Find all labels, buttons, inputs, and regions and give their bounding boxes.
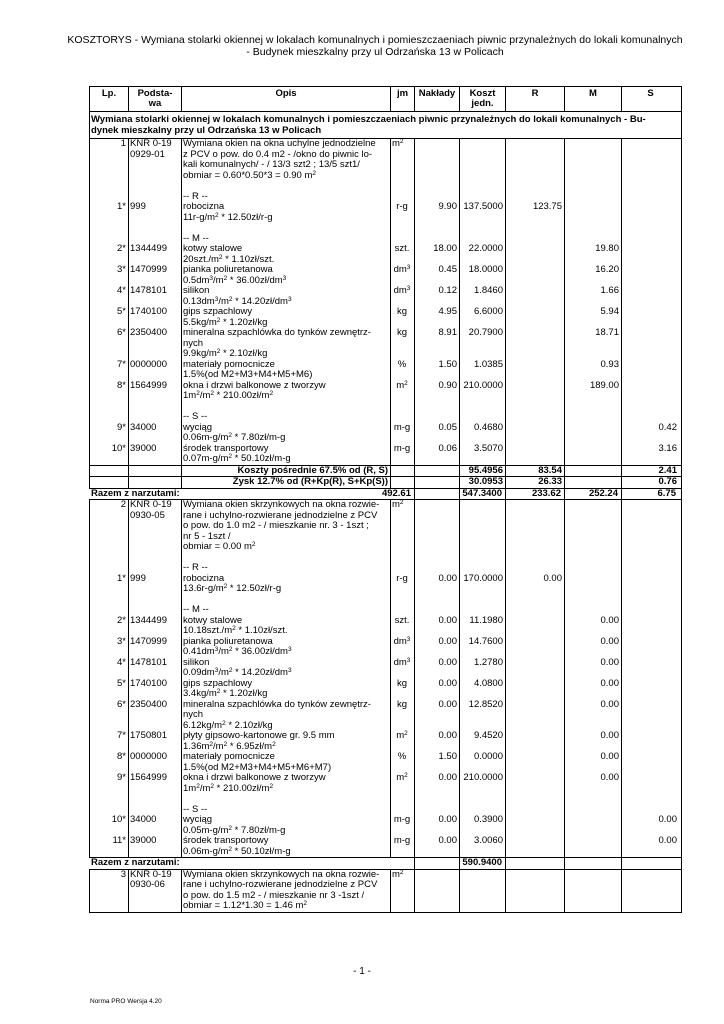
- row-number: 2*: [117, 243, 126, 254]
- row-m: 0.00: [600, 614, 619, 626]
- row-s: [621, 563, 679, 595]
- row-number: 7*: [117, 730, 126, 741]
- row-code: 34000: [130, 814, 157, 825]
- position-block: [90, 870, 681, 913]
- position-basis: KNR 0-19 0930-06: [130, 868, 172, 890]
- row-naklady: 0.45: [438, 264, 457, 275]
- table-row: [90, 605, 681, 637]
- total-with-markups-row: [90, 858, 681, 870]
- row-description: -- R -- robocizna $13.6r-g/m^2$ * 12.50zł/r-g: [183, 562, 282, 594]
- total-koszt: 590.9400: [462, 857, 502, 868]
- total-m: [563, 858, 620, 869]
- row-code: 34000: [130, 421, 157, 433]
- sum-m: [564, 477, 621, 488]
- row-naklady: 0.00: [438, 772, 457, 783]
- row-koszt: 1.8460: [473, 285, 503, 296]
- empty-cell: [505, 500, 564, 553]
- row-r: [505, 234, 564, 266]
- row-naklady: 0.00: [438, 614, 457, 626]
- sum-m: [564, 466, 621, 477]
- row-m: 189.00: [589, 379, 619, 391]
- row-naklady: 0.00: [438, 698, 457, 710]
- empty-cell: [414, 139, 459, 181]
- empty-cell: [564, 870, 621, 912]
- row-number: 9*: [117, 421, 126, 433]
- cost-estimate-table: [89, 86, 682, 913]
- row-unit: %: [397, 358, 407, 370]
- row-s: [621, 605, 679, 637]
- row-m: [564, 192, 621, 224]
- table-body: [90, 139, 681, 913]
- row-number: 6*: [117, 327, 126, 338]
- row-koszt: 6.6000: [473, 306, 503, 317]
- table-row: [90, 328, 681, 360]
- position-block: [90, 500, 681, 858]
- row-description: -- S -- wyciąg $0.06m-g/m^2$ * 7.80zł/m-g: [183, 411, 286, 443]
- empty-cell: [413, 858, 458, 869]
- row-s: 0.00: [658, 835, 677, 846]
- row-number: 5*: [117, 677, 126, 689]
- row-s: 0.42: [658, 421, 677, 433]
- row-number: 5*: [117, 306, 126, 317]
- col-podstawa: Podsta- wa: [128, 87, 181, 111]
- row-koszt: 20.7900: [468, 327, 503, 338]
- row-s: [621, 731, 679, 752]
- position-description: Wymiana okien skrzynkowych na okna rozwie- rane i uchylno-rozwierane jednodzielne z PCV o pow. do 1.0 m2 - / mieszkanie nr. 3 - 1szt ; nr 5 - 1szt / obmiar = 0.00 $m^2$: [183, 499, 380, 552]
- row-naklady: 0.00: [438, 677, 457, 689]
- row-naklady: 18.00: [433, 243, 457, 254]
- row-s: 0.00: [658, 814, 677, 825]
- table-row: [90, 265, 681, 286]
- row-code: 0000000: [130, 358, 167, 370]
- row-number: 10*: [111, 814, 126, 825]
- row-m: 16.20: [595, 264, 619, 275]
- table-row: [90, 192, 681, 224]
- position-description: Wymiana okien na okna uchylne jednodzielne z PCV o pow. do 0.4 m2 - /okno do piwnic lo- kali komunalnych/ - / 13/3 szt2 ; 13/5 szt1/ obmiar = 0.60*0.50*3 = 0.90 $m^2$: [183, 138, 376, 181]
- position-number: 2: [120, 499, 126, 510]
- position-basis: KNR 0-19 0930-05: [130, 499, 172, 521]
- empty-cell: [414, 500, 459, 553]
- row-r: [505, 836, 564, 857]
- sum-label: Zysk 12.7% od (R+Kp(R), S+Kp(S)): [232, 476, 388, 487]
- table-row: [90, 752, 681, 773]
- position-unit: $m^2$: [392, 138, 404, 149]
- row-koszt: 4.0800: [473, 677, 503, 689]
- row-number: 8*: [117, 379, 126, 391]
- row-code: 2350400: [130, 327, 167, 338]
- row-s: [621, 328, 679, 360]
- row-description: środek transportowy $0.06m-g/m^2$ * 50.10zł/m-g: [183, 835, 291, 857]
- row-s: [621, 773, 679, 794]
- row-description: okna i drzwi balkonowe z tworzyw $1m^2/m^2$ * $210.00zł/m^2$: [183, 772, 326, 794]
- row-number: 3*: [117, 264, 126, 275]
- empty-cell: [414, 870, 459, 912]
- row-naklady: 0.00: [438, 814, 457, 825]
- position-block: [90, 139, 681, 466]
- row-unit: kg: [396, 306, 408, 317]
- row-s: [621, 307, 679, 328]
- row-code: 1344499: [130, 243, 167, 254]
- row-r: [505, 679, 564, 700]
- row-m: 0.00: [600, 635, 619, 647]
- row-number: 4*: [117, 285, 126, 296]
- row-number: 1*: [117, 572, 126, 584]
- sum-koszt: 95.4956: [468, 464, 503, 476]
- row-code: 1470999: [130, 635, 167, 647]
- row-r: [505, 307, 564, 328]
- row-s: [621, 286, 679, 307]
- row-r: [505, 637, 564, 658]
- row-code: 1344499: [130, 614, 167, 626]
- table-row: [90, 444, 681, 465]
- position-unit: $m^2$: [392, 499, 404, 510]
- row-naklady: 1.50: [438, 358, 457, 370]
- row-description: mineralna szpachlówka do tynków zewnętrz- nych $6.12kg/m^2$ * 2.10zł/kg: [183, 698, 371, 731]
- row-unit: $dm^3$: [393, 635, 411, 647]
- total-r: [504, 858, 563, 869]
- row-r: [505, 328, 564, 360]
- row-naklady: 4.95: [438, 306, 457, 317]
- row-m: 0.00: [600, 677, 619, 689]
- empty-cell: [505, 870, 564, 912]
- empty-cell: [459, 870, 505, 912]
- row-code: 1478101: [130, 285, 167, 296]
- row-m: 5.94: [600, 306, 619, 317]
- row-koszt: 1.2780: [473, 656, 503, 668]
- col-naklady: Nakłady: [414, 87, 459, 111]
- row-unit: kg: [396, 327, 408, 338]
- row-m: 1.66: [600, 285, 619, 296]
- table-row: [90, 658, 681, 679]
- row-unit: $dm^3$: [393, 264, 411, 275]
- row-description: gips szpachlowy $5.5kg/m^2$ * 1.20zł/kg: [183, 306, 268, 328]
- total-with-markups-row: [90, 489, 681, 501]
- row-description: -- M -- kotwy stalowe $10.18szt./m^2$ * 1.10zł/szt.: [183, 604, 288, 636]
- total-label-cell: [89, 489, 413, 500]
- row-r: [505, 752, 564, 773]
- row-m: 0.00: [600, 656, 619, 668]
- table-row: [90, 731, 681, 752]
- row-unit: $m^2$: [396, 379, 408, 391]
- total-s: 6.75: [657, 487, 676, 499]
- empty-cell: [414, 477, 459, 488]
- row-r: [505, 444, 564, 465]
- row-code: 1478101: [130, 656, 167, 668]
- col-opis: Opis: [181, 87, 390, 111]
- row-m: 19.80: [595, 243, 619, 254]
- row-description: -- R -- robocizna $11r-g/m^2$ * 12.50zł/r-g: [183, 190, 273, 223]
- row-number: 3*: [117, 635, 126, 647]
- row-code: 2350400: [130, 698, 167, 710]
- total-s: [620, 858, 678, 869]
- row-number: 4*: [117, 656, 126, 668]
- col-jm: jm: [390, 87, 414, 111]
- row-r: [505, 265, 564, 286]
- row-number: 6*: [117, 698, 126, 710]
- table-row: [90, 637, 681, 658]
- row-r: [505, 412, 564, 444]
- row-m: [564, 836, 621, 857]
- empty-cell: [564, 500, 621, 553]
- row-description: pianka poliuretanowa $0.5dm^3/m^2$ * $36.00zł/dm^3$: [183, 264, 287, 286]
- table-row: [90, 307, 681, 328]
- row-koszt: 22.0000: [468, 243, 503, 254]
- row-s: [621, 700, 679, 732]
- row-unit: kg: [396, 677, 408, 689]
- row-unit: $m^2$: [396, 772, 408, 783]
- section-title: Wymiana stolarki okiennej w lokalach komunalnych i pomieszczaeniach piwnic przynależnych do lokali komunalnych - Bu- dynek mieszkalny przy ul Odrzańska 13 w Policach: [90, 112, 681, 139]
- row-description: płyty gipsowo-kartonowe gr. 9.5 mm $1.36m^2/m^2$ * $6.95zł/m^2$: [183, 730, 335, 752]
- table-header: [90, 87, 681, 112]
- row-code: 0000000: [130, 751, 167, 762]
- row-unit: m-g: [393, 442, 411, 454]
- row-koszt: 1.0385: [473, 358, 503, 370]
- row-r: [505, 360, 564, 381]
- row-r: [505, 605, 564, 637]
- row-unit: $dm^3$: [393, 285, 411, 296]
- row-s: [621, 360, 679, 381]
- row-m: 0.93: [600, 358, 619, 370]
- row-r: [505, 805, 564, 837]
- row-s: [621, 679, 679, 700]
- row-koszt: 3.5070: [473, 442, 503, 454]
- empty-cell: [413, 489, 458, 500]
- row-r: [505, 700, 564, 732]
- empty-cell: [414, 466, 459, 477]
- row-koszt: 0.0000: [473, 751, 503, 762]
- row-naklady: 0.00: [438, 572, 457, 584]
- total-r: 233.62: [531, 487, 561, 499]
- table-row: [90, 360, 681, 381]
- row-s: [621, 752, 679, 773]
- row-unit: %: [397, 751, 407, 762]
- row-r: 123.75: [532, 201, 562, 212]
- row-number: 2*: [117, 614, 126, 626]
- row-s: [621, 234, 679, 266]
- row-m: [564, 563, 621, 595]
- col-r: R: [505, 87, 564, 111]
- empty-cell: [621, 870, 679, 912]
- row-code: 999: [130, 572, 146, 584]
- row-unit: szt.: [394, 243, 410, 254]
- row-koszt: 14.7600: [468, 635, 503, 647]
- position-number: 1: [120, 138, 126, 149]
- row-koszt: 137.5000: [463, 201, 503, 212]
- empty-cell: [390, 466, 414, 477]
- row-naklady: 0.90: [438, 379, 457, 391]
- total-label: Razem z narzutami:: [91, 857, 180, 868]
- row-number: 9*: [117, 772, 126, 783]
- row-description: silikon $0.09dm^3/m^2$ * $14.20zł/dm^3$: [183, 656, 292, 678]
- table-row: [90, 700, 681, 732]
- row-description: -- M -- kotwy stalowe $20szt./m^2$ * 1.10zł/szt.: [183, 232, 275, 265]
- row-r: 0.00: [543, 572, 562, 584]
- sum-s: 0.76: [658, 476, 677, 487]
- row-unit: kg: [396, 698, 408, 710]
- position-description: Wymiana okien skrzynkowych na okna rozwie- rane i uchylno-rozwierane jednodzielne z PCV o pow. do 1.5 m2 - / mieszkanie nr 3 -1szt / obmiar = 1.12*1.30 = 1.46 $m^2$: [183, 868, 380, 911]
- position-unit: $m^2$: [392, 868, 404, 880]
- row-m: 0.00: [600, 751, 619, 762]
- total-m: 252.24: [588, 487, 618, 499]
- table-row: [90, 679, 681, 700]
- row-koszt: 12.8520: [468, 698, 503, 710]
- row-code: 39000: [130, 835, 157, 846]
- row-s: [621, 265, 679, 286]
- row-koszt: 0.4680: [473, 421, 503, 433]
- sum-s: 2.41: [658, 464, 677, 476]
- row-unit: m-g: [393, 835, 411, 846]
- row-koszt: 0.3900: [473, 814, 503, 825]
- table-row: [90, 563, 681, 595]
- row-naklady: 0.12: [438, 285, 457, 296]
- header-line-2: - Budynek mieszkalny przy ul Odrzańska 13 w Policach: [246, 46, 504, 58]
- row-unit: $dm^3$: [393, 656, 411, 668]
- row-description: pianka poliuretanowa $0.41dm^3/m^2$ * $36.00zł/dm^3$: [183, 635, 292, 657]
- table-row: [90, 773, 681, 794]
- document-header: [60, 34, 690, 58]
- sum-r: 26.33: [538, 476, 562, 487]
- row-naklady: 8.91: [438, 327, 457, 338]
- row-m: [564, 444, 621, 465]
- row-number: 11*: [112, 835, 126, 846]
- row-m: 18.71: [595, 327, 619, 338]
- profit-row: [90, 477, 681, 489]
- position-basis: KNR 0-19 0929-01: [130, 138, 172, 160]
- total-label: Razem z narzutami:: [91, 487, 180, 499]
- row-r: [505, 773, 564, 794]
- row-naklady: 0.06: [438, 442, 457, 454]
- total-koszt: 547.3400: [462, 487, 502, 499]
- row-number: 10*: [111, 442, 126, 454]
- empty-cell: [390, 477, 414, 488]
- row-number: 1*: [117, 201, 126, 212]
- row-code: 1470999: [130, 264, 167, 275]
- row-naklady: 0.00: [438, 635, 457, 647]
- row-unit: m-g: [393, 421, 411, 433]
- position-number: 3: [120, 868, 126, 880]
- row-code: 39000: [130, 442, 157, 454]
- row-number: 7*: [117, 358, 126, 370]
- row-koszt: 210.0000: [463, 379, 503, 391]
- row-description: materiały pomocnicze 1.5%(od M2+M3+M4+M5+M6+M7): [183, 751, 332, 773]
- row-m: 0.00: [600, 730, 619, 741]
- col-lp: Lp.: [101, 88, 117, 99]
- row-code: 1564999: [130, 772, 167, 783]
- row-code: 1740100: [130, 677, 167, 689]
- row-number: 8*: [117, 751, 126, 762]
- row-koszt: 9.4520: [473, 730, 503, 741]
- sum-label: Koszty pośrednie 67.5% od (R, S): [237, 464, 388, 476]
- row-koszt: 18.0000: [468, 264, 503, 275]
- table-row: [90, 381, 681, 402]
- empty-cell: [505, 139, 564, 181]
- sum-koszt: 30.0953: [468, 476, 503, 487]
- total-value: 492.61: [381, 487, 411, 499]
- row-koszt: 170.0000: [463, 572, 503, 584]
- row-code: 999: [130, 201, 146, 212]
- col-m: M: [564, 87, 621, 111]
- row-m: [564, 805, 621, 837]
- page-number: - 1 -: [353, 966, 371, 977]
- row-unit: szt.: [394, 614, 410, 626]
- row-code: 1750801: [130, 730, 167, 741]
- row-naklady: 1.50: [438, 751, 457, 762]
- table-row: [90, 805, 681, 837]
- row-koszt: 11.1980: [469, 614, 503, 626]
- row-code: 1564999: [130, 379, 167, 391]
- row-unit: r-g: [396, 572, 408, 584]
- table-row: [90, 836, 681, 857]
- total-label-cell: [89, 858, 413, 869]
- row-r: [505, 286, 564, 307]
- row-s: 3.16: [658, 442, 677, 454]
- row-m: [564, 412, 621, 444]
- row-naklady: 9.90: [438, 201, 457, 212]
- row-description: gips szpachlowy $3.4kg/m^2$ * 1.20zł/kg: [183, 677, 268, 699]
- row-naklady: 0.00: [438, 656, 457, 668]
- empty-cell: [621, 139, 679, 181]
- empty-cell: [459, 500, 505, 553]
- row-description: silikon $0.13dm^3/m^2$ * $14.20zł/dm^3$: [183, 285, 292, 307]
- row-unit: $m^2$: [396, 730, 408, 741]
- row-unit: m-g: [393, 814, 411, 825]
- row-description: mineralna szpachlówka do tynków zewnętrz- nych $9.9kg/m^2$ * 2.10zł/kg: [183, 327, 371, 359]
- table-row: [90, 234, 681, 266]
- row-code: 1740100: [130, 306, 167, 317]
- row-description: -- S -- wyciąg $0.05m-g/m^2$ * 7.80zł/m-g: [183, 803, 286, 836]
- row-m: 0.00: [600, 772, 619, 783]
- row-r: [505, 731, 564, 752]
- row-r: [505, 658, 564, 679]
- row-koszt: 3.0060: [473, 835, 503, 846]
- row-naklady: 0.05: [438, 421, 457, 433]
- empty-cell: [621, 500, 679, 553]
- row-description: materiały pomocnicze 1.5%(od M2+M3+M4+M5+M6): [183, 358, 313, 380]
- row-description: środek transportowy $0.07m-g/m^2$ * 50.10zł/m-g: [183, 442, 291, 464]
- row-m: 0.00: [600, 698, 619, 710]
- col-koszt: Koszt jedn.: [459, 87, 505, 111]
- row-s: [621, 637, 679, 658]
- row-s: [621, 658, 679, 679]
- header-line-1: KOSZTORYS - Wymiana stolarki okiennej w lokalach komunalnych i pomieszczaeniach piwnic przynależnych do lokali komunalnych: [67, 34, 683, 46]
- row-koszt: 210.0000: [463, 772, 503, 783]
- sum-r: 83.54: [538, 464, 562, 476]
- row-s: [621, 381, 679, 402]
- table-row: [90, 412, 681, 444]
- row-description: okna i drzwi balkonowe z tworzyw $1m^2/m^2$ * $210.00zł/m^2$: [183, 379, 326, 401]
- row-unit: r-g: [396, 201, 408, 212]
- empty-cell: [564, 139, 621, 181]
- table-row: [90, 286, 681, 307]
- col-s: S: [621, 87, 679, 111]
- row-r: [505, 381, 564, 402]
- row-naklady: 0.00: [438, 730, 457, 741]
- empty-cell: [459, 139, 505, 181]
- software-footer: Norma PRO Wersja 4.20: [90, 998, 162, 1005]
- row-s: [621, 192, 679, 224]
- row-naklady: 0.00: [438, 835, 457, 846]
